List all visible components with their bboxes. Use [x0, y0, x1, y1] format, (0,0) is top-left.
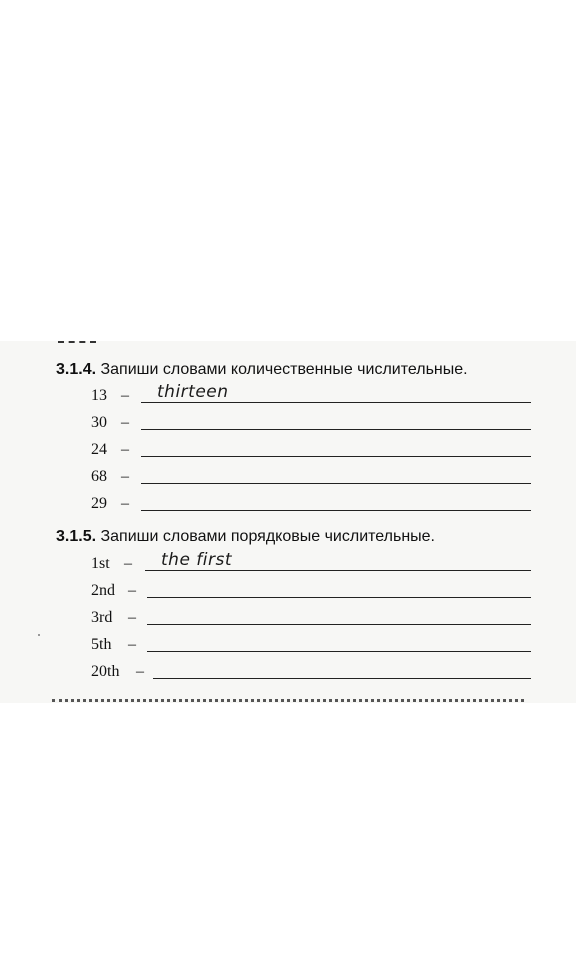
answer-line[interactable] [141, 483, 531, 484]
answer-line[interactable] [141, 402, 531, 403]
dash: – [136, 663, 144, 680]
handwritten-answer: thirteen [157, 382, 229, 402]
dash: – [121, 387, 129, 404]
answer-row [91, 493, 531, 515]
answer-line[interactable] [141, 456, 531, 457]
dash: – [121, 414, 129, 431]
answer-line[interactable] [147, 651, 531, 652]
answer-row [91, 661, 531, 683]
answer-row [91, 607, 531, 629]
answer-line[interactable] [141, 510, 531, 511]
dash: – [121, 495, 129, 512]
ordinal-label: 20th [91, 663, 120, 680]
number-label: 24 [91, 441, 107, 458]
dash: – [124, 555, 132, 572]
answer-row [91, 382, 531, 407]
dash: – [128, 582, 136, 599]
handwritten-answer: the first [161, 550, 233, 570]
answer-line[interactable] [147, 597, 531, 598]
answer-row [91, 439, 531, 461]
answer-row [91, 466, 531, 488]
exercise-instruction: Запиши словами количественные числительные. [100, 361, 468, 378]
number-label: 29 [91, 495, 107, 512]
answer-row [91, 412, 531, 434]
number-label: 68 [91, 468, 107, 485]
answer-row [91, 634, 531, 656]
exercise-3-1-5-title [56, 528, 435, 546]
exercise-3-1-4-title [56, 361, 468, 379]
dash: – [121, 468, 129, 485]
exercise-number: 3.1.5. [56, 528, 97, 545]
ordinal-label: 3rd [91, 609, 113, 626]
ordinal-label: 2nd [91, 582, 115, 599]
answer-row [91, 550, 531, 575]
scan-speck [38, 634, 40, 636]
exercise-number: 3.1.4. [56, 361, 97, 378]
cropped-next-exercise [52, 697, 524, 703]
dash: – [128, 609, 136, 626]
top-rule [58, 341, 96, 343]
answer-line[interactable] [147, 624, 531, 625]
answer-line[interactable] [145, 570, 531, 571]
answer-line[interactable] [153, 678, 531, 679]
exercise-instruction: Запиши словами порядковые числительные. [100, 528, 435, 545]
answer-line[interactable] [141, 429, 531, 430]
number-label: 30 [91, 414, 107, 431]
answer-row [91, 580, 531, 602]
ordinal-label: 1st [91, 555, 110, 572]
number-label: 13 [91, 387, 107, 404]
ordinal-label: 5th [91, 636, 112, 653]
dash: – [121, 441, 129, 458]
dash: – [128, 636, 136, 653]
